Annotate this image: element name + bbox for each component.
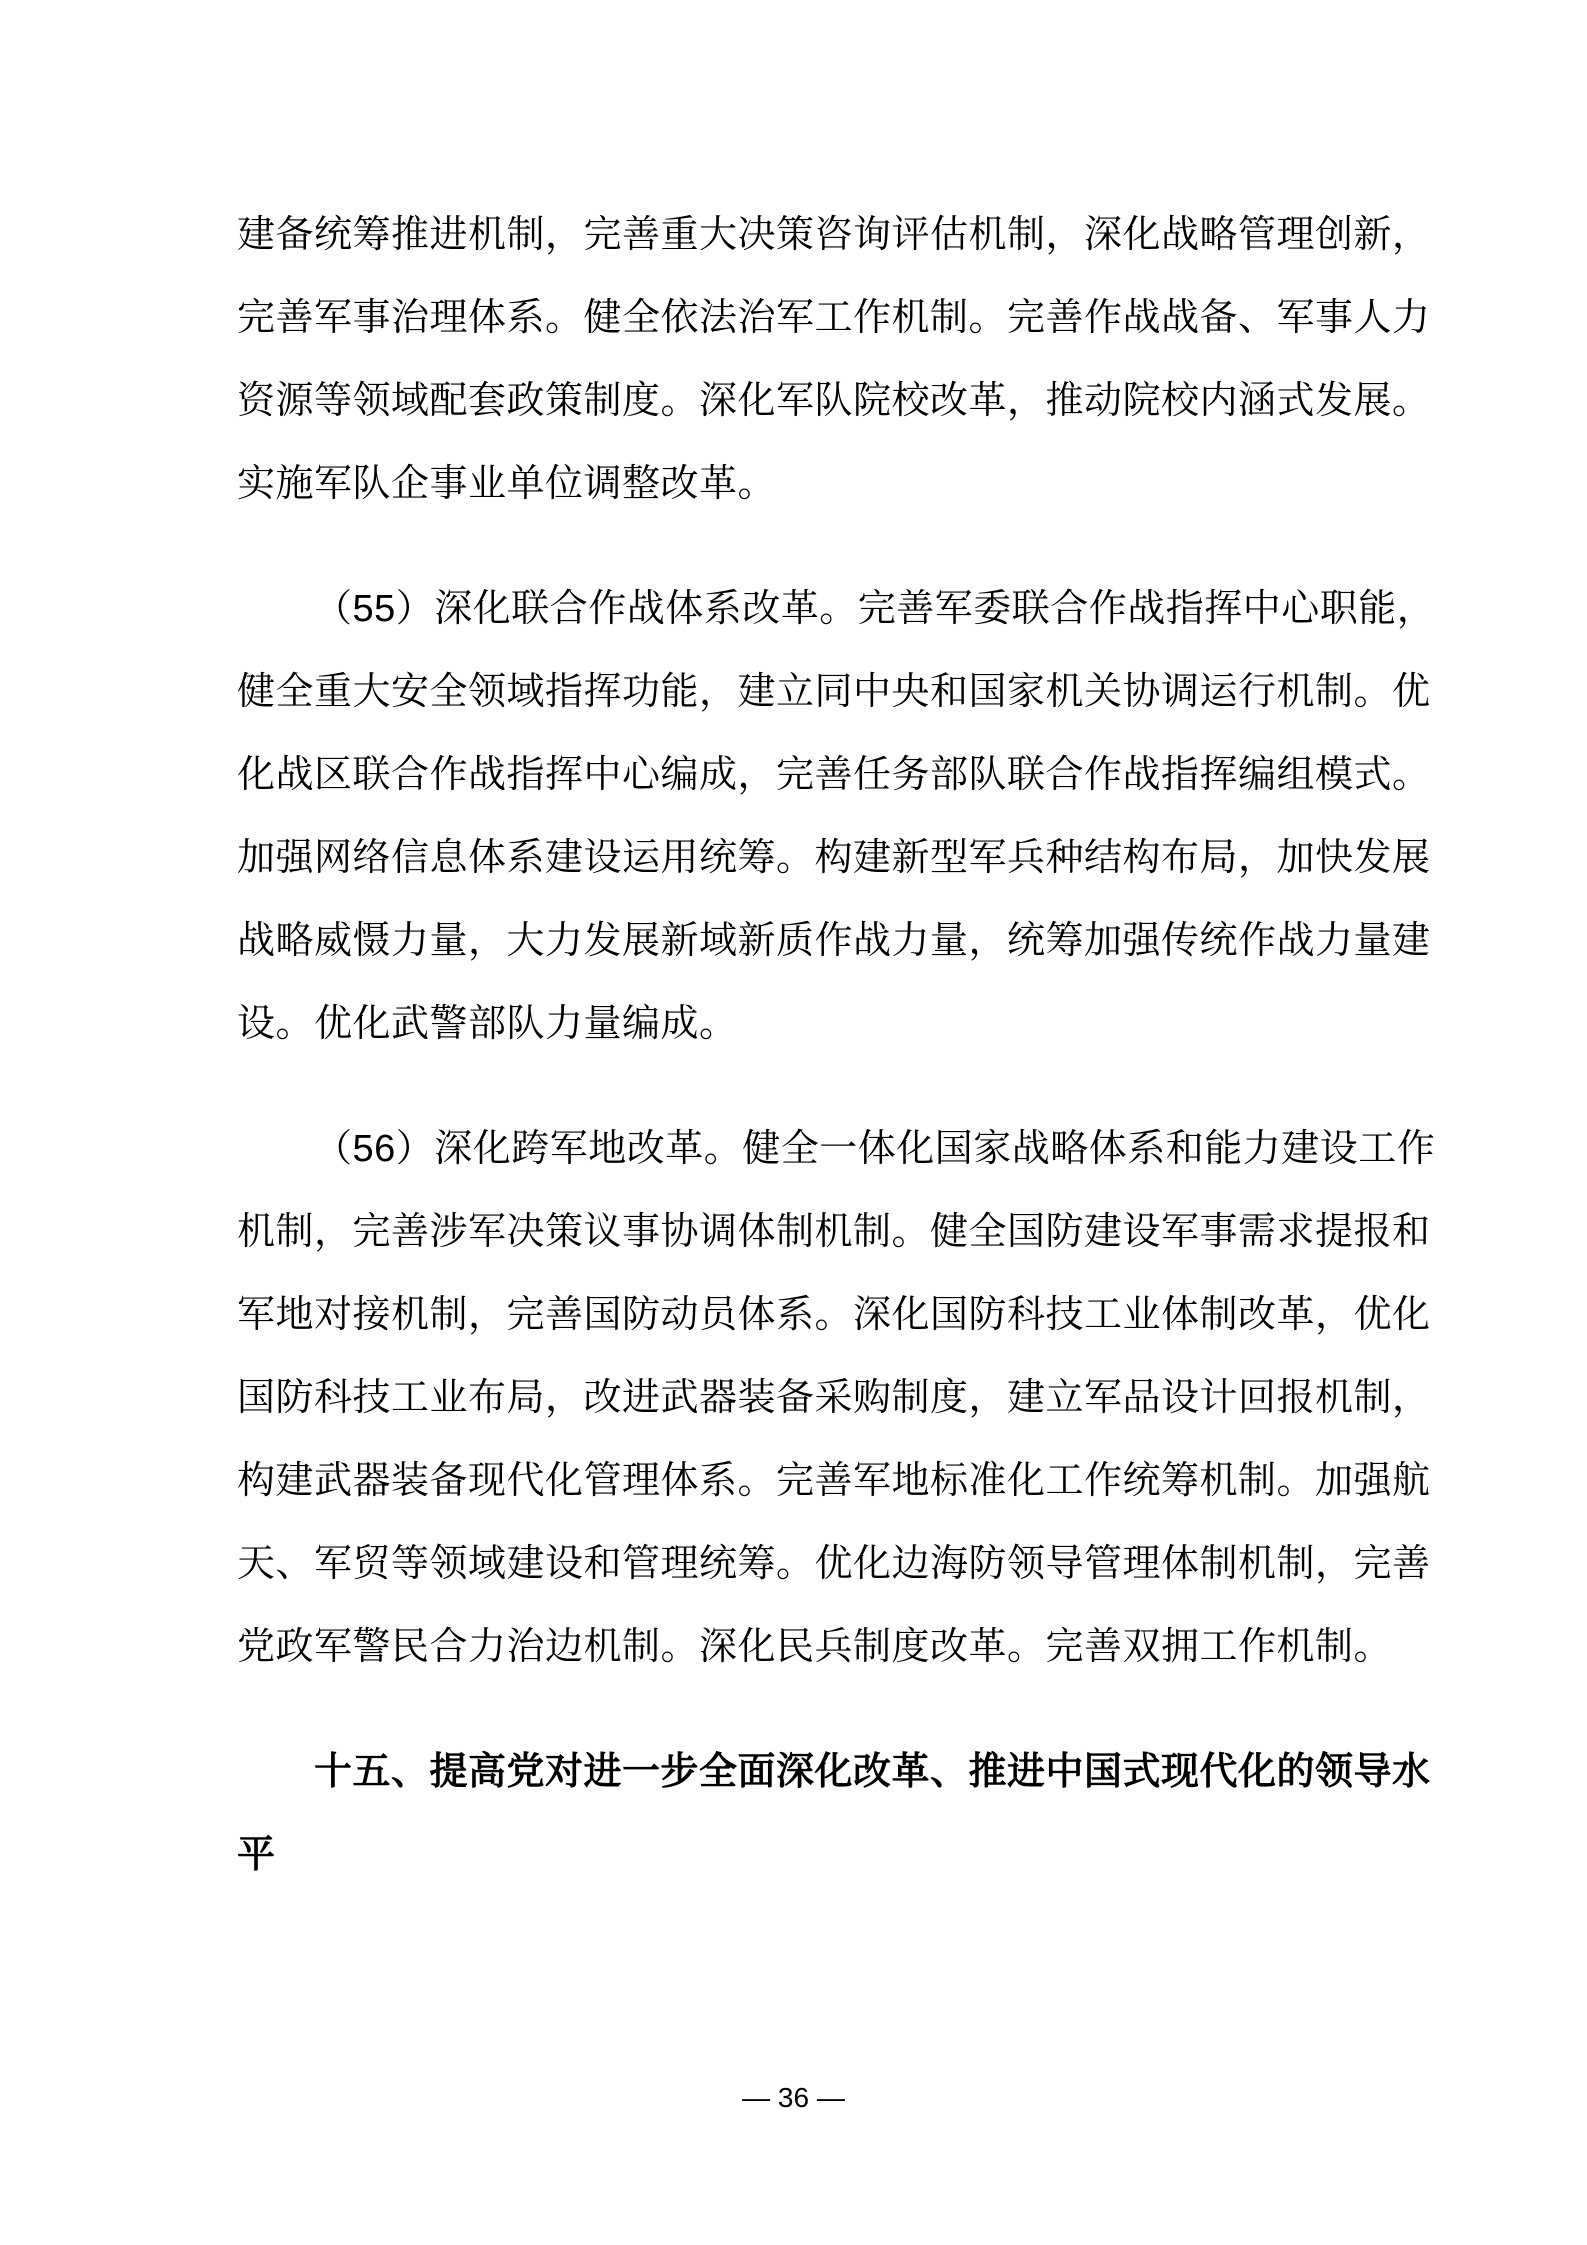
text-line: 资源等领域配套政策制度。深化军队院校改革，推动院校内涵式发展。 (237, 380, 1431, 422)
text-line: 军地对接机制，完善国防动员体系。深化国防科技工业体制改革，优化 (237, 1294, 1431, 1336)
text-line: 构建武器装备现代化管理体系。完善军地标准化工作统筹机制。加强航 (237, 1460, 1431, 1502)
text-line: 健全重大安全领域指挥功能，建立同中央和国家机关协调运行机制。优 (237, 671, 1431, 713)
document-body (237, 194, 1447, 1939)
section-heading-line: 十五、提高党对进一步全面深化改革、推进中国式现代化的领导水 (314, 1751, 1431, 1793)
section-heading-line: 平 (237, 1834, 276, 1876)
text-line: 国防科技工业布局，改进武器装备采购制度，建立军品设计回报机制， (237, 1377, 1431, 1419)
text-line: 完善军事治理体系。健全依法治军工作机制。完善作战战备、军事人力 (237, 297, 1431, 339)
page-number: — 36 — (742, 2082, 845, 2113)
text-line: 化战区联合作战指挥中心编成，完善任务部队联合作战指挥编组模式。 (237, 754, 1431, 796)
paragraph-item-55 (237, 568, 1447, 1066)
text-line: 党政军警民合力治边机制。深化民兵制度改革。完善双拥工作机制。 (237, 1626, 1393, 1668)
text-line: 战略威慑力量，大力发展新域新质作战力量，统筹加强传统作战力量建 (237, 920, 1431, 962)
paragraph-item-56 (237, 1108, 1447, 1689)
text-line: 实施军队企事业单位调整改革。 (237, 463, 777, 505)
paragraph-continuation (237, 194, 1447, 526)
text-line: 设。优化武警部队力量编成。 (237, 1003, 738, 1045)
text-line: 加强网络信息体系建设运用统筹。构建新型军兵种结构布局，加快发展 (237, 837, 1431, 879)
text-line: （55）深化联合作战体系改革。完善军委联合作战指挥中心职能， (314, 588, 1436, 630)
text-line: 机制，完善涉军决策议事协调体制机制。健全国防建设军事需求提报和 (237, 1211, 1431, 1253)
text-line: 天、军贸等领域建设和管理统筹。优化边海防领导管理体制机制，完善 (237, 1543, 1431, 1585)
text-line: 建备统筹推进机制，完善重大决策咨询评估机制，深化战略管理创新， (237, 214, 1431, 256)
section-heading-15 (237, 1731, 1447, 1897)
text-line: （56）深化跨军地改革。健全一体化国家战略体系和能力建设工作 (314, 1128, 1436, 1170)
